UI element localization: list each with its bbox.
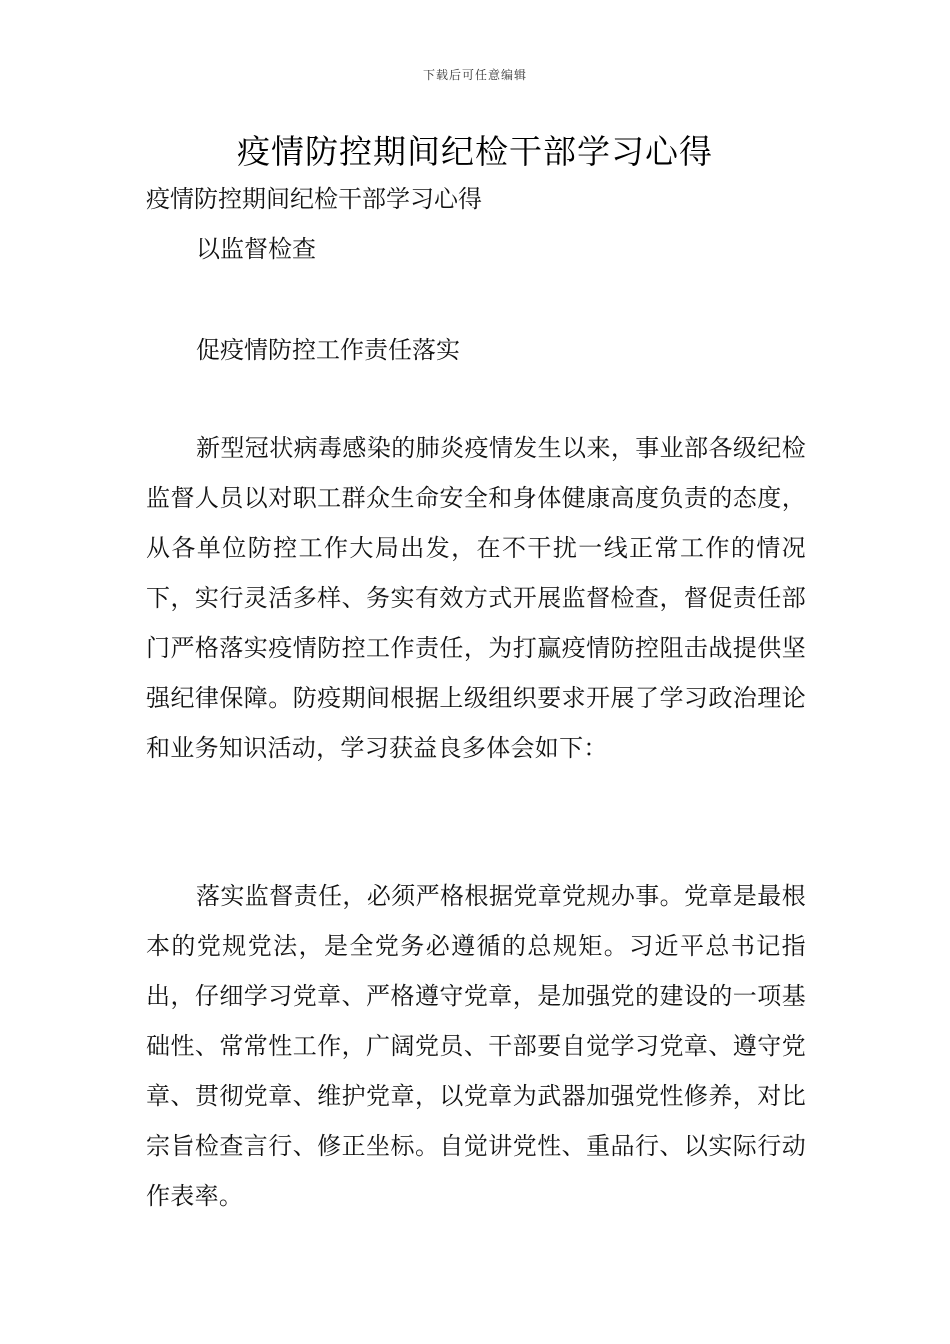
header-note: 下载后可任意编辑: [422, 68, 527, 82]
document-title: 疫情防控期间纪检干部学习心得: [237, 132, 713, 171]
paragraph-2: 落实监督责任，必须严格根据党章党规办事。党章是最根本的党规党法，是全党务必遵循的总规矩。习近平总书记指出，仔细学习党章、严格遵守党章，是加强党的建设的一项基础性、常常性工作，广阔党员、干部要自觉学习党章、遵守党章、贯彻党章、维护党章，以党章为武器加强党性修养，对比宗旨检查言行、修正坐标。自觉讲党性、重品行、以实际行动作表率。: [146, 882, 806, 1210]
section-heading-line-1: 以监督检查: [196, 235, 316, 263]
section-heading-line-2: 促疫情防控工作责任落实: [196, 336, 460, 364]
document-subtitle: 疫情防控期间纪检干部学习心得: [146, 185, 482, 213]
paragraph-1: 新型冠状病毒感染的肺炎疫情发生以来，事业部各级纪检监督人员以对职工群众生命安全和身体健康高度负责的态度，从各单位防控工作大局出发，在不干扰一线正常工作的情况下，实行灵活多样、务实有效方式开展监督检查，督促责任部门严格落实疫情防控工作责任，为打赢疫情防控阻击战提供坚强纪律保障。防疫期间根据上级组织要求开展了学习政治理论和业务知识活动，学习获益良多体会如下：: [146, 434, 806, 762]
